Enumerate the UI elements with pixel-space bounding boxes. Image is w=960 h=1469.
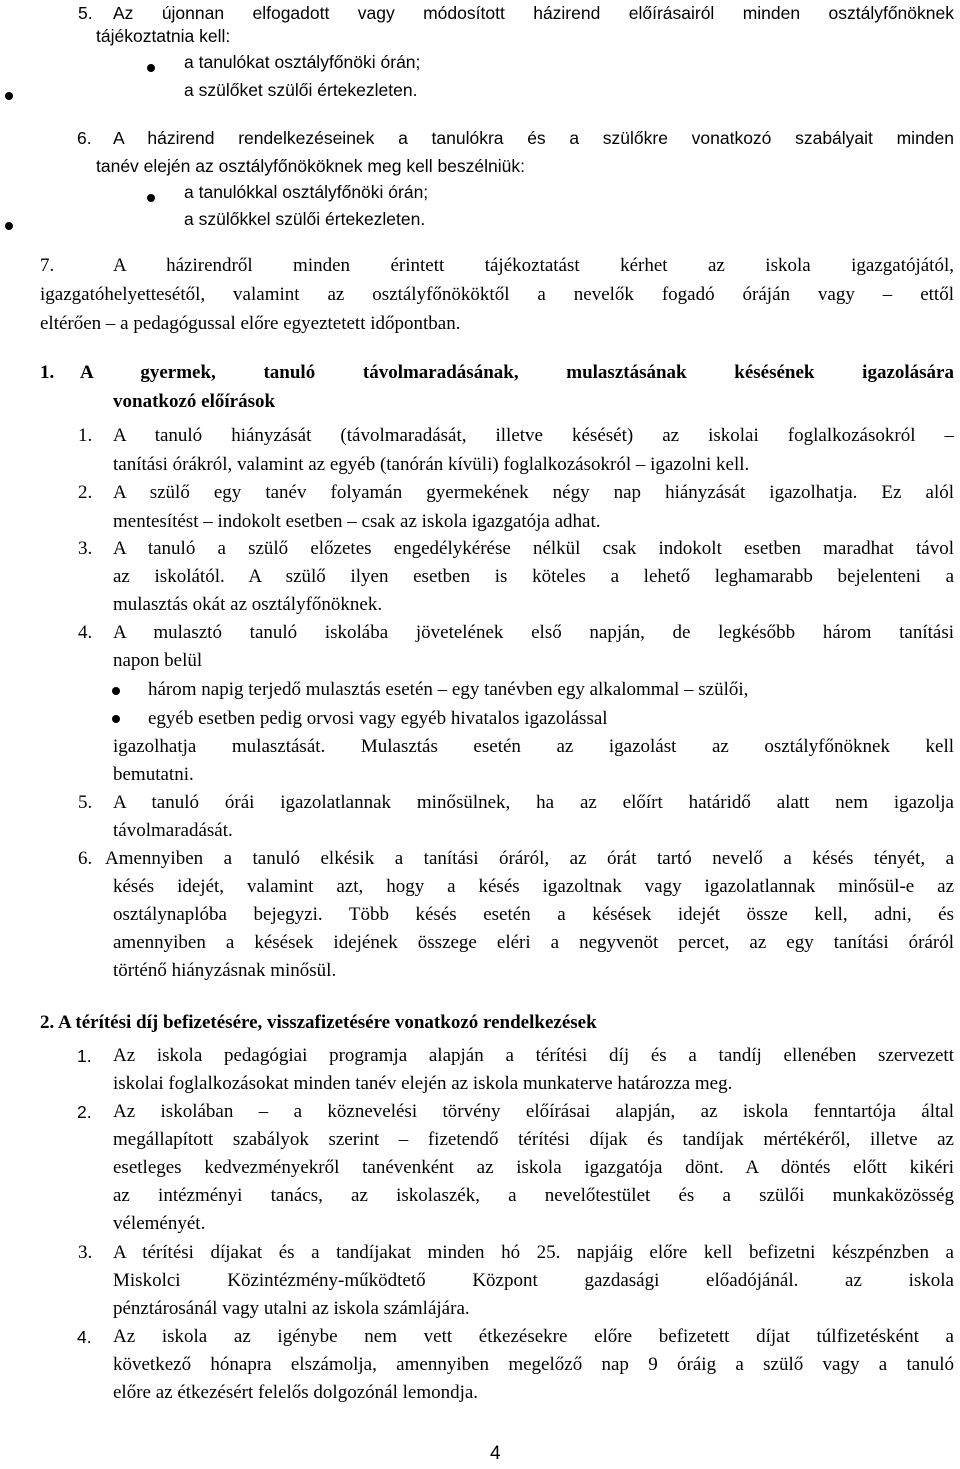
paragraph-line: Az újonnan elfogadott vagy módosított házirend előírásairól minden osztályfőnöknek xyxy=(113,3,954,23)
paragraph-line: előre az étkezésért felelős dolgozónál lemondja. xyxy=(113,1382,479,1403)
paragraph-line: A mulasztó tanuló iskolába jövetelének első napján, de legkésőbb három tanítási xyxy=(113,622,954,643)
paragraph-line: A házirend rendelkezéseinek a tanulókra és a szülőkre vonatkozó szabályait minden xyxy=(113,128,954,148)
paragraph-line: A tanuló órái igazolatlannak minősülnek, ha az előírt határidő alatt nem igazolja xyxy=(113,792,954,813)
paragraph-line: megállapított szabályok szerint ‒ fizetendő térítési díjak és tandíjak mértékéről, illetve az xyxy=(113,1129,954,1150)
list-number: 6. xyxy=(77,128,92,148)
paragraph-line: pénztárosánál vagy utalni az iskola számlájára. xyxy=(113,1298,470,1319)
bullet-text: a tanulókkal osztályfőnöki órán; xyxy=(184,182,429,202)
list-number: 5. xyxy=(78,792,93,813)
paragraph-line: Miskolci Közintézmény-működtető Központ gazdasági előadójánál. az iskola xyxy=(113,1270,954,1291)
paragraph-line: késés idejét, valamint azt, hogy a késés igazoltnak vagy igazolatlannak minősül-e az xyxy=(113,876,954,897)
paragraph-line: az iskolától. A szülő ilyen esetben is köteles a lehető leghamarabb bejelenteni a xyxy=(113,566,954,587)
paragraph-line: történő hiányzásnak minősül. xyxy=(113,960,337,981)
list-number: 4. xyxy=(78,622,93,643)
paragraph-line: A házirendről minden érintett tájékoztatást kérhet az iskola igazgatójától, xyxy=(113,255,954,276)
paragraph-line: tanév elején az osztályfőnököknek meg kell beszélniük: xyxy=(96,156,525,176)
paragraph-line: távolmaradását. xyxy=(113,820,233,841)
list-number: 7. xyxy=(40,255,55,276)
list-number: 1. xyxy=(77,1046,92,1066)
paragraph-line: A szülő egy tanév folyamán gyermekének négy nap hiányzását igazolhatja. Ez alól xyxy=(113,482,954,503)
paragraph-line: osztálynaplóba bejegyzi. Több késés esetén a késések idejét össze kell, adni, és xyxy=(113,904,954,925)
paragraph-line: bemutatni. xyxy=(113,764,194,785)
paragraph-line: amennyiben a késések idejének összege eléri a negyvenöt percet, az egy tanítási óráról xyxy=(113,932,954,953)
paragraph-line: esetleges kedvezményekről tanévenként az iskola igazgatója dönt. A döntés előtt kikéri xyxy=(113,1157,954,1178)
paragraph-line: tájékoztatnia kell: xyxy=(96,26,231,46)
bullet-text: egyéb esetben pedig orvosi vagy egyéb hivatalos igazolással xyxy=(148,708,608,729)
list-number: 6. xyxy=(78,848,93,869)
paragraph-line: az intézményi tanács, az iskolaszék, a nevelőtestület és a szülői munkaközösség xyxy=(113,1185,954,1206)
bullet-icon xyxy=(147,194,155,202)
paragraph-line: mulasztás okát az osztályfőnöknek. xyxy=(113,594,383,615)
list-number: 1. xyxy=(78,425,93,446)
paragraph-line: Az iskola az igénybe nem vett étkezésekre előre befizetett díjat túlfizetésként a xyxy=(113,1326,954,1347)
section-heading: 2. A térítési díj befizetésére, visszafizetésére vonatkozó rendelkezések xyxy=(40,1012,597,1033)
list-number: 3. xyxy=(78,1242,93,1263)
paragraph-line: igazolhatja mulasztását. Mulasztás esetén az igazolást az osztályfőnöknek kell xyxy=(113,736,954,757)
bullet-icon xyxy=(5,92,13,100)
bullet-text: a tanulókat osztályfőnöki órán; xyxy=(184,52,421,72)
list-number: 2. xyxy=(78,482,93,503)
bullet-icon xyxy=(112,687,120,695)
list-number: 5. xyxy=(78,3,93,23)
paragraph-line: napon belül xyxy=(113,650,203,671)
paragraph-line: Az iskolában ‒ a köznevelési törvény előírásai alapján, az iskola fenntartója által xyxy=(113,1101,954,1122)
bullet-icon xyxy=(112,715,120,723)
page-number: 4 xyxy=(490,1443,501,1464)
paragraph-line: eltérően ‒ a pedagógussal előre egyeztetett időpontban. xyxy=(40,313,461,334)
paragraph-line: következő hónapra elszámolja, amennyiben megelőző nap 9 óráig a szülő vagy a tanuló xyxy=(113,1354,954,1375)
bullet-icon xyxy=(5,222,13,230)
paragraph-line: véleményét. xyxy=(113,1213,206,1234)
list-number: 3. xyxy=(78,538,93,559)
paragraph-line: A tanuló a szülő előzetes engedélykérése nélkül csak indokolt esetben maradhat távol xyxy=(113,538,954,559)
bullet-text: három napig terjedő mulasztás esetén ‒ egy tanévben egy alkalommal ‒ szülői, xyxy=(148,679,749,700)
paragraph-line: iskolai foglalkozásokat minden tanév elején az iskola munkaterve határozza meg. xyxy=(113,1073,733,1094)
paragraph-line: Amennyiben a tanuló elkésik a tanítási óráról, az órát tartó nevelő a késés tényét, a xyxy=(105,848,954,869)
paragraph-line: A tanuló hiányzását (távolmaradását, illetve késését) az iskolai foglalkozásokról ‒ xyxy=(113,425,954,446)
paragraph-line: Az iskola pedagógiai programja alapján a térítési díj és a tandíj ellenében szervezett xyxy=(113,1045,954,1066)
section-number: 1. xyxy=(40,362,55,383)
section-heading: vonatkozó előírások xyxy=(113,391,276,412)
paragraph-line: tanítási órákról, valamint az egyéb (tanórán kívüli) foglalkozásokról ‒ igazolni kell. xyxy=(113,454,750,475)
bullet-text: a szülőket szülői értekezleten. xyxy=(184,80,418,100)
list-number: 4. xyxy=(77,1327,92,1347)
paragraph-line: mentesítést ‒ indokolt esetben ‒ csak az iskola igazgatója adhat. xyxy=(113,511,601,532)
section-heading: A gyermek, tanuló távolmaradásának, mulasztásának késésének igazolására xyxy=(80,362,954,383)
list-number: 2. xyxy=(77,1102,92,1122)
paragraph-line: igazgatóhelyettesétől, valamint az osztályfőnököktől a nevelők fogadó óráján vagy ‒ ettől xyxy=(40,284,954,305)
bullet-icon xyxy=(147,64,155,72)
bullet-text: a szülőkkel szülői értekezleten. xyxy=(184,209,426,229)
paragraph-line: A térítési díjakat és a tandíjakat minden hó 25. napjáig előre kell befizetni készpénzben a xyxy=(113,1242,954,1263)
